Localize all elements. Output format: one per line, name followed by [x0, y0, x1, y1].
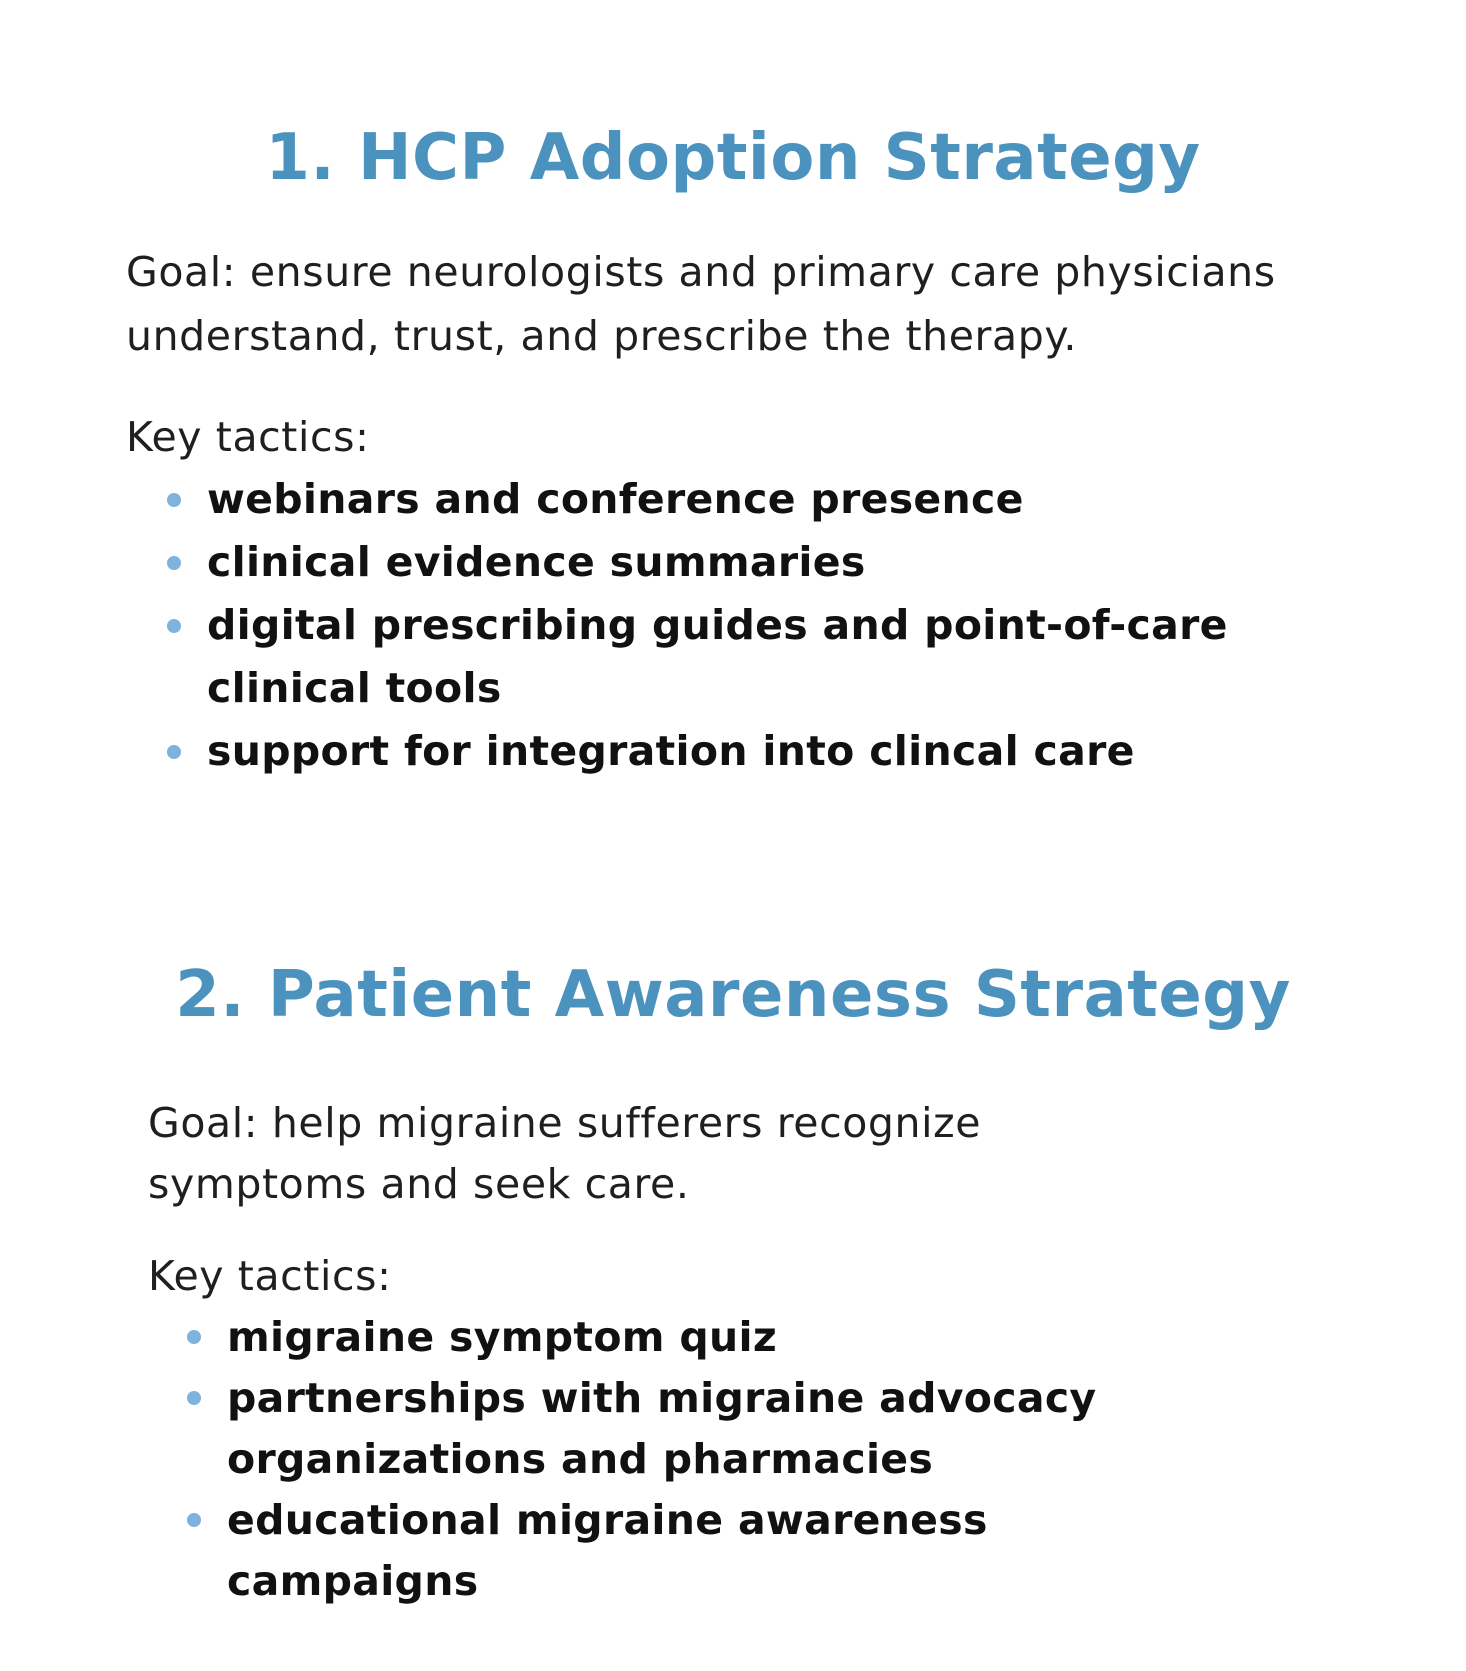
bullet-icon: [187, 1330, 201, 1344]
tactic-text: digital prescribing guides and point-of-care clinical tools: [207, 601, 1228, 712]
tactics-label-hcp: Key tactics:: [126, 413, 370, 461]
tactics-label-patient: Key tactics:: [148, 1252, 392, 1300]
list-item: [207, 531, 1287, 594]
tactic-text: partnerships with migraine advocacy organizations and pharmacies: [227, 1374, 1097, 1483]
patient-awareness-section: [0, 955, 1466, 1612]
bullet-icon: [167, 619, 181, 633]
section-title-patient-awareness: 2. Patient Awareness Strategy: [175, 958, 1291, 1032]
tactic-text: clinical evidence summaries: [207, 538, 866, 586]
tactic-text: migraine symptom quiz: [227, 1313, 778, 1361]
list-item: [227, 1490, 1207, 1612]
tactics-list-hcp: [0, 468, 1466, 783]
tactics-list-patient: [0, 1307, 1466, 1612]
list-item: [207, 468, 1287, 531]
goal-text-patient: Goal: help migraine sufferers recognize symptoms and seek care.: [148, 1099, 982, 1208]
goal-text-hcp: Goal: ensure neurologists and primary care physicians understand, trust, and prescribe the therapy.: [126, 248, 1276, 360]
list-item: [227, 1307, 1207, 1368]
tactic-text: educational migraine awareness campaigns: [227, 1496, 988, 1605]
section-title-hcp-adoption: 1. HCP Adoption Strategy: [265, 121, 1201, 195]
hcp-adoption-section: [0, 118, 1466, 783]
bullet-icon: [167, 556, 181, 570]
bullet-icon: [187, 1513, 201, 1527]
bullet-icon: [187, 1391, 201, 1405]
tactic-text: webinars and conference presence: [207, 475, 1024, 523]
tactic-text: support for integration into clincal care: [207, 727, 1135, 775]
list-item: [207, 594, 1287, 720]
list-item: [207, 720, 1287, 783]
bullet-icon: [167, 493, 181, 507]
bullet-icon: [167, 745, 181, 759]
list-item: [227, 1368, 1207, 1490]
